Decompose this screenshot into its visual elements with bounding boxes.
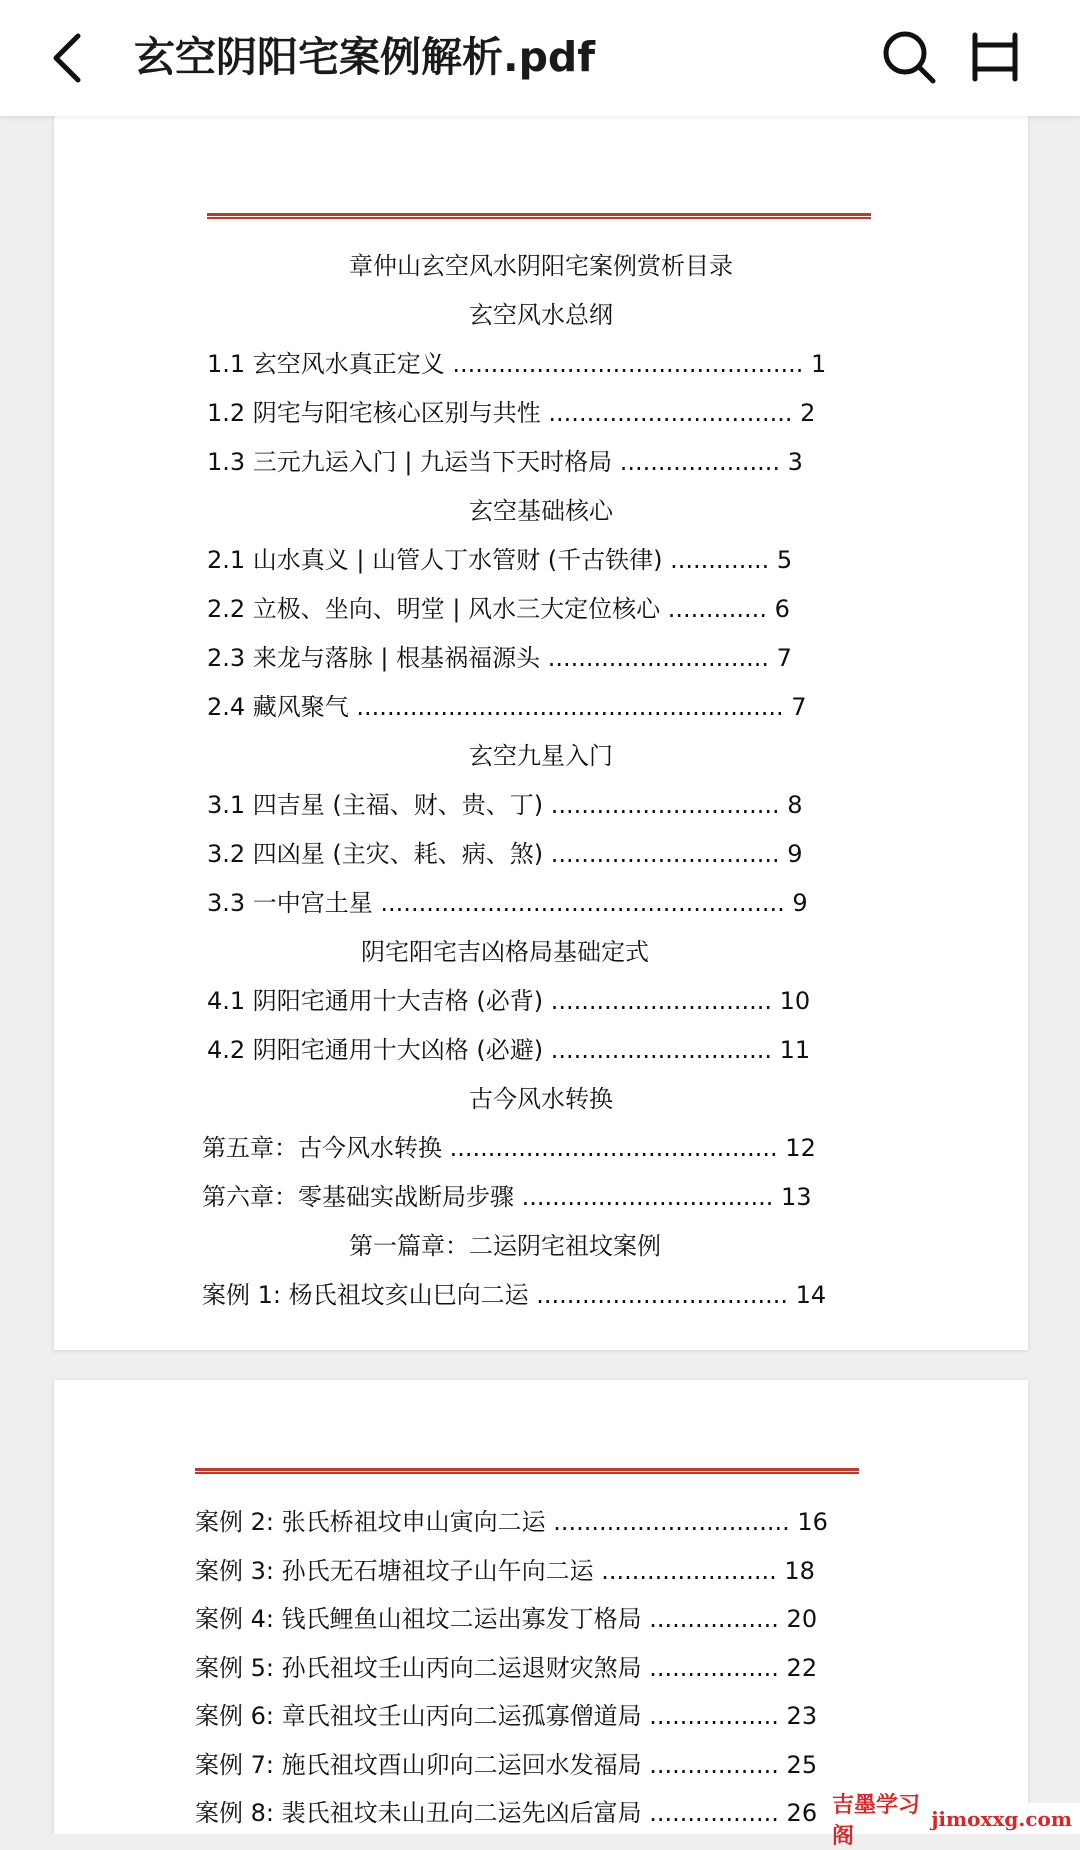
chevron-left-icon xyxy=(48,32,88,84)
toc-entry[interactable]: 案例 7: 施氏祖坟酉山卯向二运回水发福局 ................. 25 xyxy=(195,1750,818,1779)
watermark-en: jimoxxg.com xyxy=(931,1806,1072,1831)
toc-entry[interactable]: 3.1 四吉星 (主福、财、贵、丁) .............................. 8 xyxy=(207,791,803,819)
toc-entry[interactable]: 3.2 四凶星 (主灾、耗、病、煞) .............................. 9 xyxy=(207,840,803,868)
toc-title: 章仲山玄空风水阴阳宅案例赏析目录 xyxy=(349,252,733,280)
watermark xyxy=(824,1792,1080,1849)
watermark-cn: 吉墨学习阁 xyxy=(832,1792,921,1849)
toc-entry[interactable]: 1.1 玄空风水真正定义 .............................................. 1 xyxy=(207,350,827,378)
toc-entry[interactable]: 案例 1: 杨氏祖坟亥山巳向二运 ................................. 14 xyxy=(202,1281,827,1309)
toc-entry[interactable]: 4.2 阴阳宅通用十大凶格 (必避) ............................. 11 xyxy=(207,1036,811,1064)
top-app-bar xyxy=(0,0,1080,116)
toc-section-heading: 阴宅阳宅吉凶格局基础定式 xyxy=(361,938,649,966)
search-button[interactable] xyxy=(876,24,942,90)
toc-entry[interactable]: 2.4 藏风聚气 ........................................................ 7 xyxy=(207,693,807,721)
toc-section-heading: 玄空基础核心 xyxy=(469,497,613,525)
toc-entry[interactable]: 2.1 山水真义 | 山管人丁水管财 (千古铁律) ............. 5 xyxy=(207,546,793,574)
toc-entry[interactable]: 3.3 一中宫土星 ..................................................... 9 xyxy=(207,889,808,917)
toc-entry[interactable]: 案例 3: 孙氏无石塘祖坟子山午向二运 ....................... 18 xyxy=(195,1556,815,1585)
pdf-page-1 xyxy=(54,116,1028,1350)
back-button[interactable] xyxy=(36,26,100,90)
toc-entry[interactable]: 案例 6: 章氏祖坟壬山丙向二运孤寡僧道局 ................. 23 xyxy=(195,1702,818,1730)
toc-section-heading: 第一篇章：二运阴宅祖坟案例 xyxy=(349,1232,661,1260)
toc-entry[interactable]: 案例 8: 裴氏祖坟未山丑向二运先凶后富局 ................. 26 xyxy=(195,1799,818,1827)
document-title: 玄空阴阳宅案例解析.pdf xyxy=(134,33,596,81)
header-rule xyxy=(207,213,871,219)
toc-entry[interactable]: 案例 2: 张氏桥祖坟申山寅向二运 ............................... 16 xyxy=(195,1508,828,1536)
toc-entry[interactable]: 案例 4: 钱氏鲤鱼山祖坟二运出寡发丁格局 ................. 20 xyxy=(195,1605,818,1633)
pdf-viewer[interactable] xyxy=(0,116,1080,1834)
toc-entry[interactable]: 案例 5: 孙氏祖坟壬山丙向二运退财灾煞局 ................. 22 xyxy=(195,1653,818,1682)
toc-section-heading: 玄空风水总纲 xyxy=(469,301,613,329)
toc-section-heading: 玄空九星入门 xyxy=(469,742,613,770)
menu-button[interactable] xyxy=(962,24,1028,90)
toc-entry[interactable]: 1.2 阴宅与阳宅核心区别与共性 ................................ 2 xyxy=(207,399,816,427)
toc-entry[interactable]: 1.3 三元九运入门 | 九运当下天时格局 ..................... 3 xyxy=(207,448,803,476)
toc-entry[interactable]: 4.1 阴阳宅通用十大吉格 (必背) ............................. 10 xyxy=(207,987,811,1015)
pdf-page-2 xyxy=(54,1380,1028,1834)
header-rule xyxy=(195,1468,859,1474)
toc-section-heading: 古今风水转换 xyxy=(469,1085,613,1113)
toc-entry[interactable]: 2.2 立极、坐向、明堂 | 风水三大定位核心 ............. 6 xyxy=(207,595,790,623)
search-icon xyxy=(881,29,937,85)
toc-entry[interactable]: 2.3 来龙与落脉 | 根基祸福源头 ............................. 7 xyxy=(207,644,792,672)
toc-entry[interactable]: 第五章：古今风水转换 ........................................... 12 xyxy=(202,1134,816,1162)
menu-icon xyxy=(969,31,1021,83)
toc-entry[interactable]: 第六章：零基础实战断局步骤 ................................. 13 xyxy=(202,1183,812,1211)
